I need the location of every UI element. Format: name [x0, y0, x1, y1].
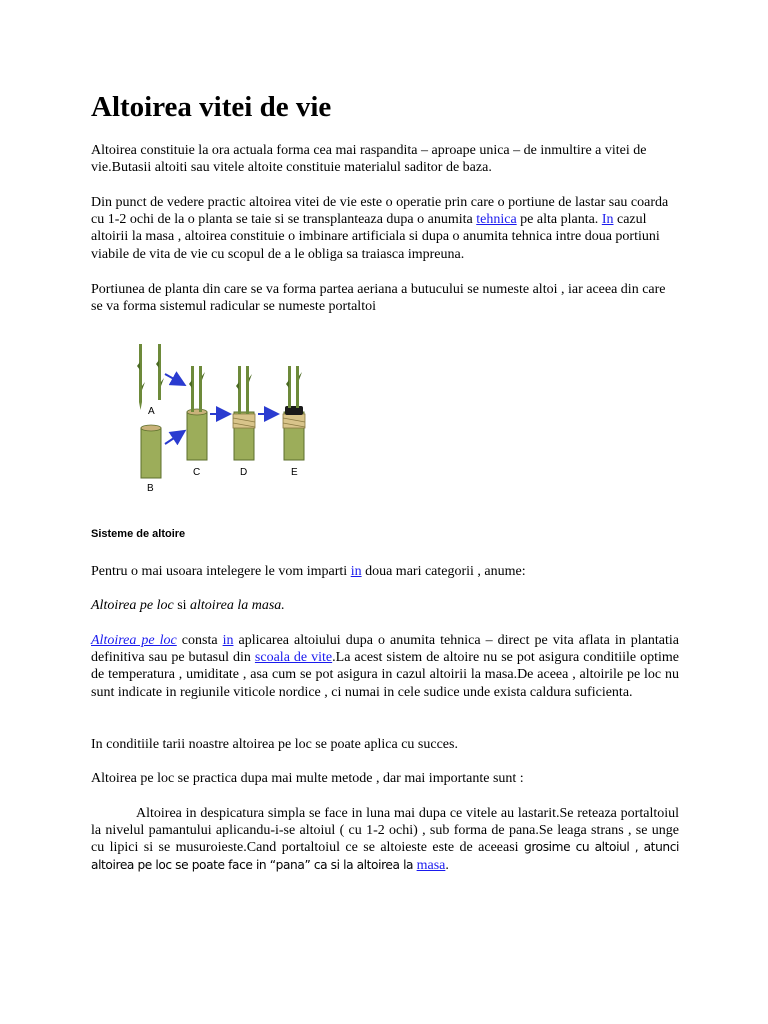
- grafting-diagram-svg: [128, 336, 318, 496]
- altoi-portaltoi-paragraph: Portiunea de planta din care se va forma partea aeriana a butucului se numeste altoi , iar aceea din care se va forma sistemul radicular se numeste portaltoi: [91, 282, 666, 315]
- scion-a: [137, 344, 164, 410]
- arrow-a-to-c: [165, 374, 183, 384]
- conditions-paragraph: In conditiile tarii noastre altoirea pe loc se poate aplica cu succes.: [91, 737, 458, 752]
- term-altoirea-la-masa: altoirea la masa.: [190, 598, 285, 613]
- label-b: B: [147, 483, 154, 494]
- link-altoirea-pe-loc[interactable]: Altoirea pe loc: [91, 633, 177, 648]
- despicatura-paragraph: [91, 805, 679, 874]
- graft-d: [233, 366, 255, 460]
- despicatura-text-2: grosime cu altoiul , atunci altoirea pe loc se poate face in “pana” ca si la altoirea la: [91, 840, 679, 872]
- pe-loc-paragraph: [91, 632, 679, 701]
- link-in-categories[interactable]: in: [350, 564, 362, 579]
- categories-list-paragraph: [91, 597, 679, 614]
- categories-text-1: Pentru o mai usoara intelegere le vom imparti: [91, 564, 351, 579]
- section-heading-sisteme: Sisteme de altoire: [91, 528, 186, 540]
- label-d: D: [240, 467, 248, 478]
- arrow-b-to-c: [165, 432, 183, 444]
- despicatura-text-1: Altoirea in despicatura simpla se face in luna mai dupa ce vitele au lastarit.Se reteaza portaltoiul la nivelul pamantului aplicandu-i-se altoiul ( cu 1-2 ochi) , sub forma de pana.Se leaga strans , se unge cu lipici si se musuroieste.Cand portaltoiul ce se altoieste este de aceeasi: [91, 806, 679, 856]
- definition-text-1: Din punct de vedere practic altoirea vitei de vie este o operatie prin care o portiune de lastar sau coarda cu 1-2 ochi de la o planta se taie si se transplanteaza dupa o anumita: [91, 195, 669, 228]
- pe-loc-text-3: .La acest sistem de altoire nu se pot asigura conditiile optime de temperatura , umiditate , asa cum se pot asigura in cazul altoirii la masa.De aceea , altoirile pe loc nu sunt indicate in regiunile viticole nordice , ci numai in cele sudice unde exista caldura suficienta.: [91, 650, 679, 700]
- methods-paragraph: Altoirea pe loc se practica dupa mai multe metode , dar mai importante sunt :: [91, 771, 524, 786]
- label-c: C: [193, 467, 201, 478]
- categories-paragraph: [91, 563, 679, 580]
- intro-paragraph: Altoirea constituie la ora actuala forma cea mai raspandita – aproape unica – de inmultire a vitei de vie.Butasii altoiti sau vitele altoite constituie materialul saditor de baza.: [91, 143, 647, 176]
- label-a: A: [148, 406, 155, 417]
- link-masa[interactable]: masa: [416, 857, 446, 873]
- rootstock-b: [141, 425, 161, 478]
- link-in[interactable]: In: [601, 212, 614, 228]
- graft-e: [283, 366, 305, 460]
- definition-text-2: pe alta planta.: [516, 212, 602, 228]
- grafting-diagram: [128, 336, 318, 496]
- pe-loc-text-2: aplicarea altoiului dupa o anumita tehnica – direct pe vita aflata in plantatia definitiva sau pe butasul din: [91, 633, 680, 666]
- categories-text-2: doua mari categorii , anume:: [361, 564, 526, 579]
- graft-c: [187, 366, 207, 460]
- page-title: Altoirea vitei de vie: [91, 91, 332, 123]
- label-e: E: [291, 467, 298, 478]
- definition-text-3: cazul altoirii la masa , altoirea constituie o imbinare artificiala si dupa o anumita tehnica intre doua portiuni viabile de vita de vie cu scopul de a le obliga sa traiasca impreuna.: [91, 212, 660, 262]
- link-scoala-de-vite[interactable]: scoala de vite: [254, 650, 333, 666]
- term-altoirea-pe-loc: Altoirea pe loc: [91, 598, 174, 613]
- link-in-pe-loc[interactable]: in: [222, 633, 234, 648]
- despicatura-text-3: .: [445, 857, 449, 873]
- pe-loc-text-1: consta: [176, 633, 223, 648]
- term-joiner: si: [173, 598, 191, 613]
- definition-paragraph: [91, 194, 679, 263]
- link-tehnica[interactable]: tehnica: [476, 212, 517, 228]
